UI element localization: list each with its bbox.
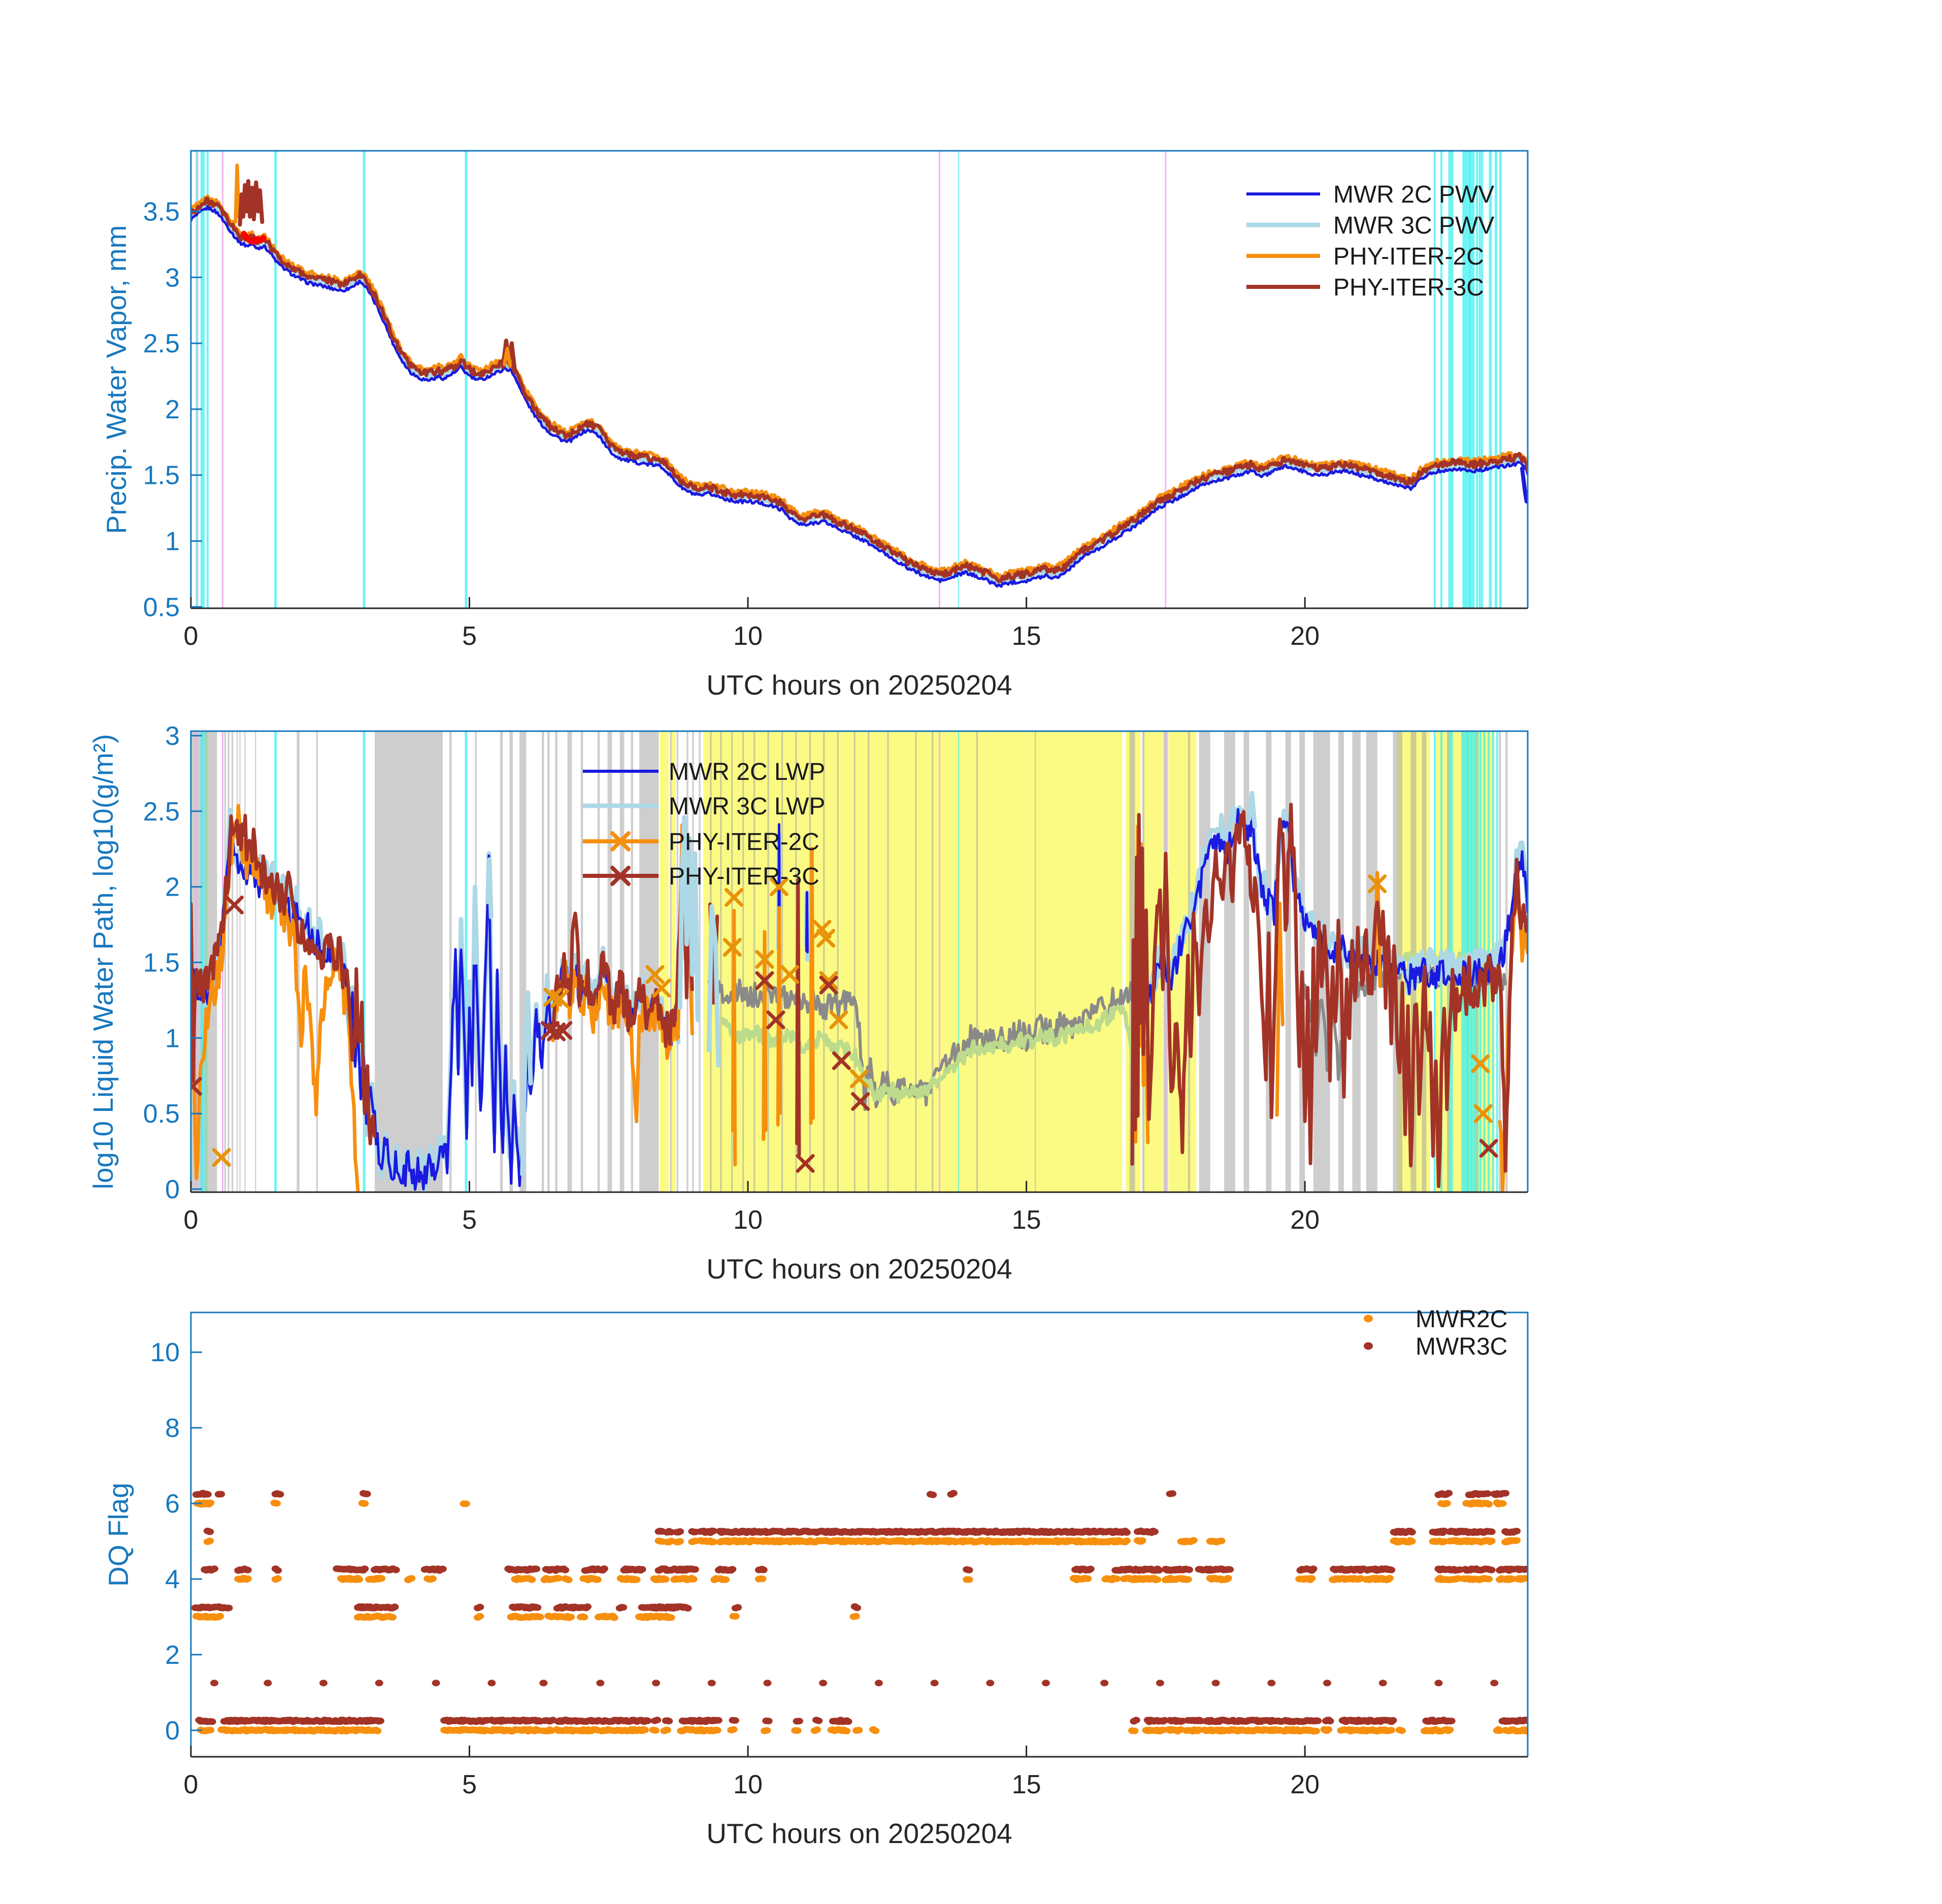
y-tick-label: 0.5 [143, 1099, 180, 1129]
series-phy-iter-3c-spikes-early [240, 181, 262, 225]
dq-dot [931, 1680, 939, 1686]
dq-dot [663, 1727, 671, 1733]
gray-flag-band [244, 731, 245, 1192]
x-tick-label: 0 [183, 621, 199, 651]
gray-flag-band [542, 731, 544, 1192]
scatter-mwr3c [191, 1490, 1532, 1725]
dq-dot [1190, 1537, 1198, 1544]
dq-dot [407, 1575, 415, 1582]
dq-dot [1490, 1680, 1498, 1686]
dq-dot [528, 1577, 536, 1583]
dq-dot [567, 1614, 575, 1620]
x-axis-label: UTC hours on 20250204 [706, 1818, 1012, 1849]
x-tick-label: 15 [1011, 1770, 1041, 1799]
dq-dot [759, 1575, 767, 1582]
gray-flag-band [1224, 731, 1235, 1192]
dq-dot [462, 1500, 470, 1507]
dq-dot [1512, 1537, 1521, 1544]
dq-dot [216, 1613, 224, 1620]
x-tick-label: 15 [1011, 1205, 1041, 1235]
dq-dot [1083, 1575, 1092, 1582]
y-axis-label: Precip. Water Vapor, mm [101, 225, 132, 534]
gray-flag-band [237, 731, 238, 1192]
dq-dot [1132, 1717, 1140, 1723]
dq-dot [244, 1567, 252, 1573]
y-tick-label: 4 [165, 1565, 180, 1594]
series-phy-iter-3c [191, 199, 1528, 581]
gray-flag-band [837, 731, 839, 1192]
dq-dot [1185, 1566, 1193, 1573]
dq-dot [1445, 1727, 1454, 1733]
dq-dot [1156, 1680, 1164, 1686]
dq-dot [714, 1717, 722, 1724]
dq-dot [217, 1491, 225, 1497]
dq-dot [929, 1492, 937, 1498]
dq-dot [853, 1604, 861, 1611]
y-tick-label: 2.5 [143, 329, 180, 359]
dq-dot [814, 1718, 822, 1724]
gray-flag-band [375, 731, 443, 1192]
dq-dot [533, 1604, 541, 1611]
legend-label: PHY-ITER-3C [1333, 274, 1484, 301]
dq-dot [819, 1680, 827, 1686]
dq-dot [676, 1538, 684, 1545]
dq-dot [429, 1575, 437, 1582]
dq-dot [1435, 1680, 1443, 1686]
x-tick-label: 20 [1290, 1770, 1320, 1799]
dq-dot [1326, 1718, 1334, 1724]
dq-dot [1153, 1577, 1161, 1583]
dq-dot [986, 1680, 994, 1686]
dq-dot [536, 1614, 544, 1620]
dq-dot [1444, 1490, 1453, 1496]
dq-dot [1408, 1538, 1416, 1545]
legend-dqflag [1364, 1306, 1507, 1360]
dq-dot [1499, 1500, 1507, 1507]
dq-dot [206, 1537, 214, 1544]
y-tick-label: 0 [165, 1175, 180, 1205]
gray-flag-band [976, 731, 978, 1192]
dq-dot [676, 1528, 684, 1535]
dq-dot [244, 1575, 252, 1582]
dq-dot [1131, 1728, 1139, 1734]
dq-dot [206, 1528, 214, 1535]
x-tick-label: 10 [733, 1770, 763, 1799]
gray-flag-band [639, 731, 659, 1192]
x-tick-label: 20 [1290, 1205, 1320, 1235]
dq-dot [684, 1605, 692, 1612]
dq-dot [691, 1566, 699, 1573]
gray-flag-band [232, 731, 233, 1192]
dq-dot [610, 1615, 618, 1621]
dq-dot [1324, 1726, 1332, 1733]
dq-dot [210, 1680, 218, 1686]
dq-dot [734, 1604, 742, 1611]
y-tick-label: 8 [165, 1414, 180, 1443]
dq-dot [949, 1490, 958, 1496]
dq-dot [731, 1717, 739, 1724]
y-tick-label: 1.5 [143, 461, 180, 490]
dq-dot [713, 1727, 721, 1733]
dq-dot [1323, 1680, 1331, 1686]
dq-dot [580, 1614, 588, 1621]
dq-dot [1267, 1680, 1275, 1686]
dq-dot [871, 1727, 879, 1734]
dq-dot [476, 1613, 484, 1620]
y-tick-label: 0.5 [143, 593, 180, 622]
dq-dot [210, 1565, 218, 1572]
legend-label: MWR 2C PWV [1333, 181, 1495, 208]
dq-dot [619, 1604, 627, 1611]
y-tick-label: 3.5 [143, 197, 180, 227]
dq-dot [600, 1565, 608, 1572]
y-axis-label: DQ Flag [103, 1483, 134, 1587]
dq-dot [764, 1680, 772, 1686]
dq-dot [732, 1613, 740, 1620]
y-tick-label: 6 [165, 1489, 180, 1519]
dq-dot [204, 1491, 212, 1498]
dq-dot [540, 1680, 548, 1686]
dq-dot [391, 1603, 399, 1610]
dq-dot [363, 1491, 371, 1497]
dq-dot [439, 1566, 447, 1572]
dq-dot [594, 1577, 602, 1583]
dq-dot [965, 1577, 973, 1583]
plot-area-lwp [185, 731, 1528, 1192]
dq-dot [487, 1680, 496, 1686]
legend-label: MWR 2C LWP [669, 759, 826, 785]
dq-dot [641, 1727, 649, 1733]
dq-dot [1488, 1528, 1496, 1535]
gray-flag-band [227, 731, 229, 1192]
dq-dot [965, 1567, 973, 1573]
gray-flag-band [608, 731, 612, 1192]
panel-pwv [101, 151, 1528, 701]
dq-dot [1112, 1575, 1121, 1582]
dq-dot [854, 1727, 863, 1733]
dq-dot [1313, 1718, 1322, 1724]
dq-dot [432, 1680, 440, 1686]
dq-dot [355, 1576, 363, 1583]
dq-dot [1447, 1718, 1456, 1724]
dq-dot [1379, 1680, 1387, 1686]
dq-dot [360, 1565, 369, 1572]
dq-dot [1398, 1727, 1406, 1734]
gray-flag-band [1035, 731, 1036, 1192]
dq-dot [665, 1718, 673, 1724]
gray-flag-band [1286, 731, 1291, 1192]
dq-dot [276, 1491, 284, 1498]
x-tick-label: 0 [183, 1205, 199, 1235]
gray-flag-band [915, 731, 916, 1192]
dq-dot [1217, 1537, 1226, 1544]
panel-lwp [87, 721, 1528, 1285]
dq-dot [633, 1577, 641, 1583]
dq-dot [1226, 1566, 1234, 1573]
dq-dot [206, 1727, 214, 1733]
dq-dot [842, 1728, 850, 1734]
gray-flag-band [239, 731, 240, 1192]
x-tick-label: 20 [1290, 621, 1320, 651]
dq-dot [532, 1566, 540, 1572]
dq-dot [662, 1576, 670, 1583]
dq-dot [1309, 1565, 1318, 1572]
dq-dot [1522, 1566, 1530, 1572]
dq-dot [813, 1726, 821, 1733]
dq-dot [208, 1718, 216, 1725]
dq-dot [1386, 1575, 1394, 1582]
x-axis-label: UTC hours on 20250204 [706, 1253, 1012, 1285]
dq-dot [1387, 1727, 1395, 1733]
dq-dot [708, 1680, 716, 1686]
dq-dot [638, 1566, 646, 1572]
dq-dot [765, 1718, 773, 1724]
dq-dot [1042, 1680, 1050, 1686]
legend-dot-icon [1364, 1315, 1373, 1323]
gray-flag-band [854, 731, 855, 1192]
dq-dot [206, 1499, 214, 1506]
y-tick-label: 2 [165, 872, 180, 902]
dq-dot [273, 1500, 281, 1506]
dq-dot [1212, 1680, 1220, 1686]
series-phy-iter-2c-spike-early [236, 166, 239, 222]
dq-dot [1123, 1529, 1131, 1536]
dq-dot [644, 1718, 652, 1724]
y-tick-label: 1 [165, 527, 180, 556]
y-tick-label: 2 [165, 1640, 180, 1670]
dq-dot [360, 1500, 369, 1507]
dq-dot [728, 1566, 736, 1572]
dq-dot [1443, 1500, 1451, 1506]
gray-flag-band [932, 731, 933, 1192]
dq-dot [1150, 1528, 1159, 1535]
dq-dot [1488, 1538, 1496, 1545]
legend-label: PHY-ITER-3C [669, 863, 819, 890]
y-axis-label: log10 Liquid Water Path, log10(g/m²) [87, 734, 119, 1190]
dq-dot [274, 1575, 282, 1582]
y-tick-label: 2.5 [143, 797, 180, 827]
dq-dot [1138, 1537, 1146, 1544]
dq-dot [1307, 1575, 1315, 1582]
dq-dot [652, 1680, 660, 1686]
legend-label: MWR3C [1416, 1333, 1508, 1360]
dq-dot [1389, 1717, 1397, 1724]
legend-label: PHY-ITER-2C [1333, 243, 1484, 270]
legend-label: PHY-ITER-2C [669, 829, 819, 856]
dq-dot [721, 1577, 730, 1583]
dq-dot [377, 1575, 385, 1582]
y-tick-label: 0 [165, 1716, 180, 1746]
dq-dot [1155, 1567, 1163, 1573]
legend-pwv [1246, 181, 1494, 301]
dq-dot [319, 1680, 327, 1686]
gray-flag-band [1243, 731, 1249, 1192]
x-tick-label: 10 [733, 1205, 763, 1235]
x-tick-label: 15 [1011, 621, 1041, 651]
dq-dot [583, 1603, 591, 1610]
x-tick-label: 10 [733, 621, 763, 651]
dq-dot [651, 1727, 660, 1734]
dq-dot [763, 1727, 771, 1734]
dq-dot [1123, 1537, 1131, 1544]
dq-dot [730, 1726, 738, 1733]
gray-flag-band [555, 731, 557, 1192]
dq-dot [1168, 1490, 1176, 1497]
dq-dot [1512, 1528, 1521, 1534]
dq-dot [1312, 1728, 1320, 1734]
gray-flag-band [620, 731, 624, 1192]
dq-dot [264, 1680, 272, 1686]
plot-area-pwv [191, 151, 1528, 608]
dq-dot [689, 1576, 698, 1583]
legend-label: MWR2C [1416, 1306, 1508, 1333]
gray-flag-band [581, 731, 583, 1192]
x-tick-label: 5 [462, 1770, 477, 1799]
gray-flag-band [547, 731, 549, 1192]
gray-flag-band [255, 731, 256, 1192]
dq-dot [375, 1680, 383, 1686]
dq-dot [225, 1604, 233, 1611]
x-tick-label: 0 [183, 1770, 199, 1799]
dq-dot [388, 1614, 397, 1621]
series-phy-iter-2c [191, 196, 1528, 578]
gray-flag-band [224, 731, 226, 1192]
y-tick-label: 3 [165, 263, 180, 293]
dq-dot [1485, 1576, 1493, 1583]
dq-dot [1224, 1575, 1232, 1582]
x-tick-label: 5 [462, 1205, 477, 1235]
dq-dot [274, 1567, 282, 1574]
dq-dot [852, 1613, 860, 1620]
y-tick-label: 10 [150, 1338, 180, 1368]
gray-flag-band [1299, 731, 1305, 1192]
dq-dot [374, 1728, 382, 1734]
gray-flag-band [887, 731, 888, 1192]
dq-dot [1184, 1576, 1192, 1583]
legend-label: MWR 3C PWV [1333, 212, 1495, 239]
dq-dot [376, 1718, 384, 1724]
dq-dot [1087, 1566, 1095, 1572]
yellow-flag-band [660, 731, 669, 1192]
dq-dot [565, 1577, 573, 1583]
plot-area-dqflag [191, 1490, 1532, 1734]
y-tick-label: 1.5 [143, 948, 180, 978]
dq-dot [596, 1680, 604, 1686]
dq-dot [875, 1680, 883, 1686]
dq-dot [653, 1717, 661, 1723]
dq-dot [1488, 1567, 1496, 1573]
y-tick-label: 1 [165, 1024, 180, 1054]
panel-dqflag [103, 1306, 1532, 1849]
gray-flag-band [868, 731, 869, 1192]
dq-dot [794, 1727, 802, 1734]
dq-dot [392, 1567, 400, 1573]
y-tick-label: 3 [165, 721, 180, 751]
legend-dot-icon [1364, 1342, 1373, 1350]
dq-dot [1100, 1680, 1108, 1686]
dq-dot [1387, 1567, 1395, 1573]
dq-dot [667, 1614, 675, 1621]
dq-dot [1485, 1501, 1493, 1507]
dq-dot [760, 1567, 768, 1573]
dq-dot [795, 1718, 803, 1724]
dq-dot [1501, 1490, 1509, 1497]
dq-dot [1408, 1529, 1416, 1535]
gray-flag-band [316, 731, 318, 1192]
gray-flag-band [631, 731, 633, 1192]
dq-dot [561, 1567, 569, 1573]
y-tick-label: 2 [165, 395, 180, 424]
dq-dot [844, 1718, 852, 1725]
x-tick-label: 5 [462, 621, 477, 651]
x-axis-label: UTC hours on 20250204 [706, 669, 1012, 701]
legend-label: MWR 3C LWP [669, 793, 826, 820]
dq-dot [476, 1604, 484, 1611]
